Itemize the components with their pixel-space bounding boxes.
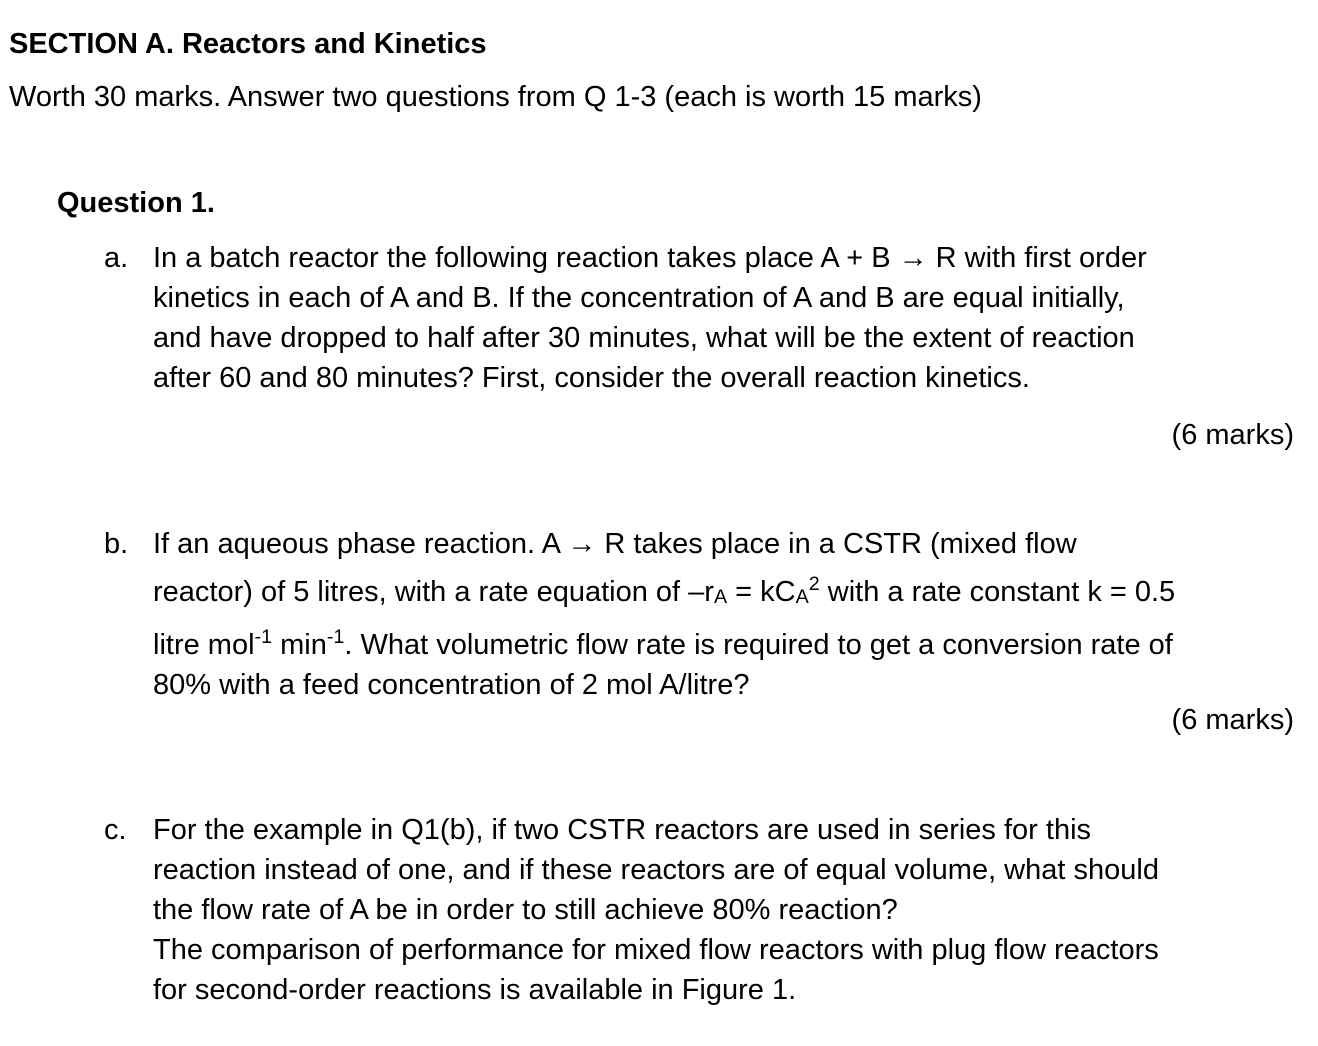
rate-text: = kC xyxy=(727,575,796,608)
part-b-line: If an aqueous phase reaction. A → R takes place in a CSTR (mixed flow xyxy=(153,528,1077,560)
units-text: min xyxy=(272,629,327,662)
part-c-text xyxy=(153,810,1159,1010)
part-c-line: the flow rate of A be in order to still achieve 80% reaction? xyxy=(153,894,898,926)
part-b-line: 80% with a feed concentration of 2 mol A/litre? xyxy=(153,669,750,702)
part-a-line: after 60 and 80 minutes? First, consider the overall reaction kinetics. xyxy=(153,362,1030,394)
part-a-text xyxy=(153,238,1147,398)
part-c-label: c. xyxy=(104,814,127,846)
section-title: SECTION A. Reactors and Kinetics xyxy=(9,28,487,60)
part-b-label: b. xyxy=(104,528,129,560)
part-b-marks: (6 marks) xyxy=(1171,704,1294,736)
part-b-text xyxy=(153,524,1175,705)
rate-subscript: A xyxy=(713,586,728,609)
part-c-line: The comparison of performance for mixed flow reactors with plug flow reactors xyxy=(153,934,1159,966)
units-text: litre mol xyxy=(153,629,255,662)
part-a-marks: (6 marks) xyxy=(1171,419,1294,451)
part-b-rate-equation-line xyxy=(153,564,1175,617)
part-a-line: kinetics in each of A and B. If the concentration of A and B are equal initially, xyxy=(153,282,1125,314)
question-title: Question 1. xyxy=(57,187,215,219)
part-c-line: For the example in Q1(b), if two CSTR reactors are used in series for this xyxy=(153,814,1092,846)
units-exponent: -1 xyxy=(254,626,273,649)
units-text: . What volumetric flow rate is required to get a conversion rate of xyxy=(344,629,1173,662)
rate-text: reactor) of 5 litres, with a rate equation of –r xyxy=(153,575,714,608)
rate-text: with a rate constant k = 0.5 xyxy=(819,575,1176,608)
part-a-label: a. xyxy=(104,242,129,274)
part-c-line: reaction instead of one, and if these reactors are of equal volume, what should xyxy=(153,854,1159,886)
part-b-units-line xyxy=(153,617,1175,665)
part-a-line: In a batch reactor the following reaction takes place A + B → R with first order xyxy=(153,242,1147,274)
part-c-line: for second-order reactions is available in Figure 1. xyxy=(153,974,797,1006)
section-instructions: Worth 30 marks. Answer two questions from Q 1-3 (each is worth 15 marks) xyxy=(9,81,982,113)
conc-exponent: 2 xyxy=(808,573,820,595)
part-a-line: and have dropped to half after 30 minutes, what will be the extent of reaction xyxy=(153,322,1135,354)
units-exponent: -1 xyxy=(326,626,345,649)
conc-subscript: A xyxy=(795,586,809,609)
